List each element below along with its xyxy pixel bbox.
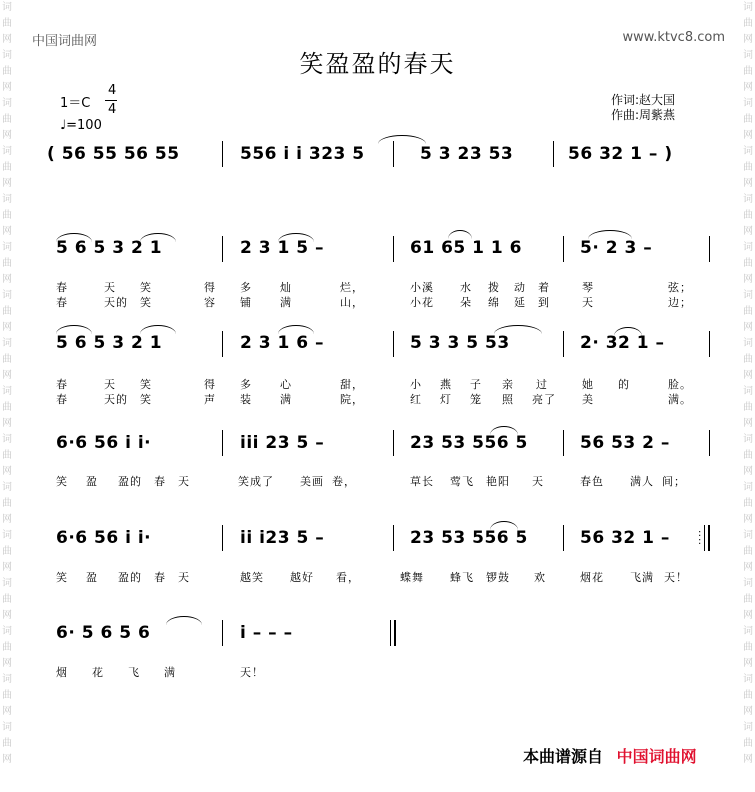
line1-measure-3: 61 65 1 1 6 <box>410 238 522 258</box>
barline <box>563 331 564 357</box>
lyric-syllable: 间； <box>662 475 686 488</box>
watermark-glyph: 网 <box>2 322 12 333</box>
watermark-glyph: 曲 <box>2 66 12 77</box>
tempo-marking <box>60 118 102 133</box>
watermark-glyph: 曲 <box>2 18 12 29</box>
watermark-glyph: 网 <box>743 514 753 525</box>
lyric-syllable: 欢 <box>534 571 546 584</box>
watermark-glyph: 网 <box>2 274 12 285</box>
watermark-glyph: 曲 <box>2 594 12 605</box>
lyric-syllable: 盈的 <box>118 571 142 584</box>
lyric-syllable: 满人 <box>630 475 654 488</box>
lyric-syllable: 朵 <box>460 296 472 309</box>
line4-measure-2: ii i23 5 – <box>240 528 325 548</box>
watermark-glyph: 词 <box>2 146 12 157</box>
lyric-syllable: 蝶舞 <box>400 571 424 584</box>
lyric-syllable: 动 <box>514 281 526 294</box>
line1-measure-4: 5· 2 3 – <box>580 238 653 258</box>
watermark-glyph: 词 <box>743 578 753 589</box>
watermark-glyph: 曲 <box>2 258 12 269</box>
watermark-glyph: 网 <box>2 34 12 45</box>
intro-measure-4: 56 32 1 – ) <box>568 144 673 164</box>
watermark-glyph: 网 <box>2 610 12 621</box>
lyric-syllable: 天 <box>178 571 190 584</box>
lyric-syllable: 小溪 <box>410 281 434 294</box>
lyric-syllable: 多 <box>240 281 252 294</box>
watermark-glyph: 网 <box>2 418 12 429</box>
lyric-syllable: 盈 <box>86 475 98 488</box>
barline <box>222 620 223 646</box>
lyric-syllable: 美画 <box>300 475 324 488</box>
watermark-glyph: 网 <box>743 610 753 621</box>
tempo-value: =100 <box>66 118 102 133</box>
watermark-glyph: 网 <box>743 130 753 141</box>
watermark-glyph: 网 <box>743 82 753 93</box>
barline <box>222 525 223 551</box>
lyric-syllable: 锣鼓 <box>486 571 510 584</box>
watermark-glyph: 曲 <box>2 546 12 557</box>
lyric-syllable: 照 <box>502 393 514 406</box>
lyric-syllable: 弦； <box>668 281 692 294</box>
watermark-glyph: 词 <box>743 290 753 301</box>
song-title: 笑盈盈的春天 <box>299 50 456 78</box>
watermark-glyph: 词 <box>743 722 753 733</box>
lyric-syllable: 天 <box>104 378 116 391</box>
watermark-glyph: 词 <box>743 98 753 109</box>
lyric-syllable: 笑 <box>56 571 68 584</box>
intro-measure-2: 556 i i 323 5 <box>240 144 365 164</box>
watermark-glyph: 曲 <box>2 162 12 173</box>
line2-measure-2: 2 3 1 6 – <box>240 333 324 353</box>
repeat-dots: : : <box>698 528 702 547</box>
watermark-glyph: 网 <box>2 130 12 141</box>
line4-measure-1: 6·6 56 i i· <box>56 528 152 548</box>
watermark-glyph: 网 <box>2 370 12 381</box>
watermark-glyph: 词 <box>743 242 753 253</box>
line2-measure-4: 2· 32 1 – <box>580 333 665 353</box>
repeat-end-barline <box>704 525 710 551</box>
lyric-syllable: 天 <box>104 281 116 294</box>
watermark-glyph: 网 <box>2 514 12 525</box>
barline <box>709 430 710 456</box>
barline <box>393 525 394 551</box>
slur <box>166 616 202 625</box>
barline <box>222 430 223 456</box>
watermark-glyph: 词 <box>2 386 12 397</box>
lyric-syllable: 得 <box>204 378 216 391</box>
lyric-syllable: 烟 <box>56 666 68 679</box>
watermark-glyph: 曲 <box>743 66 753 77</box>
composer-credit: 作曲:周紫燕 <box>611 108 676 122</box>
lyric-syllable: 的 <box>618 378 630 391</box>
watermark-glyph: 词 <box>743 482 753 493</box>
line3-measure-2: iii 23 5 – <box>240 433 325 453</box>
lyric-syllable: 越好 <box>290 571 314 584</box>
lyric-syllable: 绵 <box>488 296 500 309</box>
watermark-glyph: 词 <box>2 722 12 733</box>
watermark-glyph: 曲 <box>2 450 12 461</box>
line3-measure-1: 6·6 56 i i· <box>56 433 152 453</box>
lyric-syllable: 春 <box>56 296 68 309</box>
left-watermark-strip <box>0 0 14 792</box>
site-url-right: www.ktvc8.com <box>622 30 725 45</box>
lyric-syllable: 春色 <box>580 475 604 488</box>
lyric-syllable: 飞满 <box>630 571 654 584</box>
watermark-glyph: 词 <box>2 674 12 685</box>
lyric-syllable: 笑 <box>56 475 68 488</box>
watermark-glyph: 曲 <box>2 738 12 749</box>
watermark-glyph: 曲 <box>743 450 753 461</box>
time-signature-divider <box>105 100 117 101</box>
watermark-glyph: 词 <box>2 338 12 349</box>
lyric-syllable: 她 <box>582 378 594 391</box>
barline <box>709 331 710 357</box>
watermark-glyph: 词 <box>743 194 753 205</box>
watermark-glyph: 词 <box>743 434 753 445</box>
lyric-syllable: 盈 <box>86 571 98 584</box>
line4-measure-3: 23 53 556 5 <box>410 528 528 548</box>
watermark-glyph: 曲 <box>743 546 753 557</box>
lyric-syllable: 声 <box>204 393 216 406</box>
watermark-glyph: 网 <box>2 82 12 93</box>
watermark-glyph: 词 <box>743 50 753 61</box>
lyric-syllable: 甜， <box>340 378 364 391</box>
lyric-syllable: 容 <box>204 296 216 309</box>
lyric-syllable: 笑 <box>140 378 152 391</box>
watermark-glyph: 词 <box>2 242 12 253</box>
lyric-syllable: 春 <box>56 281 68 294</box>
lyric-syllable: 延 <box>514 296 526 309</box>
lyric-syllable: 天的 <box>104 296 128 309</box>
watermark-glyph: 曲 <box>2 498 12 509</box>
watermark-glyph: 网 <box>743 226 753 237</box>
barline <box>393 331 394 357</box>
watermark-glyph: 词 <box>743 386 753 397</box>
lyric-syllable: 笑成了 <box>238 475 274 488</box>
barline <box>709 236 710 262</box>
watermark-glyph: 词 <box>743 674 753 685</box>
lyric-syllable: 飞 <box>128 666 140 679</box>
lyric-syllable: 天！ <box>240 666 264 679</box>
lyric-syllable: 花 <box>92 666 104 679</box>
watermark-glyph: 网 <box>2 178 12 189</box>
watermark-glyph: 曲 <box>743 354 753 365</box>
watermark-glyph: 网 <box>743 754 753 765</box>
barline <box>563 236 564 262</box>
watermark-glyph: 曲 <box>2 690 12 701</box>
line3-measure-4: 56 53 2 – <box>580 433 670 453</box>
watermark-glyph: 曲 <box>743 18 753 29</box>
lyric-syllable: 亲 <box>502 378 514 391</box>
barline <box>222 141 223 167</box>
source-credit <box>523 744 697 767</box>
watermark-glyph: 词 <box>743 530 753 541</box>
site-name-left: 中国词曲网 <box>32 34 98 49</box>
lyric-syllable: 满 <box>164 666 176 679</box>
watermark-glyph: 词 <box>2 530 12 541</box>
watermark-glyph: 曲 <box>2 306 12 317</box>
barline <box>563 430 564 456</box>
watermark-glyph: 曲 <box>743 306 753 317</box>
lyric-syllable: 水 <box>460 281 472 294</box>
watermark-glyph: 词 <box>743 338 753 349</box>
lyric-syllable: 亮了 <box>532 393 556 406</box>
lyric-syllable: 小 <box>410 378 422 391</box>
watermark-glyph: 词 <box>2 2 12 13</box>
watermark-glyph: 曲 <box>743 498 753 509</box>
lyric-syllable: 灿 <box>280 281 292 294</box>
lyric-syllable: 蜂飞 <box>450 571 474 584</box>
lyric-syllable: 满 <box>280 296 292 309</box>
watermark-glyph: 词 <box>2 50 12 61</box>
lyric-syllable: 脸。 <box>668 378 692 391</box>
watermark-glyph: 词 <box>743 146 753 157</box>
lyric-syllable: 边； <box>668 296 692 309</box>
lyric-syllable: 得 <box>204 281 216 294</box>
source-label: 本曲谱源自 <box>523 747 604 766</box>
lyric-syllable: 琴 <box>582 281 594 294</box>
watermark-glyph: 曲 <box>2 114 12 125</box>
watermark-glyph: 曲 <box>2 210 12 221</box>
line2-measure-3: 5 3 3 5 53 <box>410 333 510 353</box>
line5-measure-1: 6· 5 6 5 6 <box>56 623 151 643</box>
watermark-glyph: 网 <box>2 754 12 765</box>
lyric-syllable: 子 <box>470 378 482 391</box>
watermark-glyph: 词 <box>2 290 12 301</box>
watermark-glyph: 词 <box>2 98 12 109</box>
lyric-syllable: 院， <box>340 393 364 406</box>
lyric-syllable: 草长 <box>410 475 434 488</box>
lyric-syllable: 满 <box>280 393 292 406</box>
watermark-glyph: 曲 <box>743 162 753 173</box>
lyric-syllable: 春 <box>154 475 166 488</box>
lyric-syllable: 着 <box>538 281 550 294</box>
time-signature-top: 4 <box>108 83 117 98</box>
lyric-syllable: 春 <box>154 571 166 584</box>
line4-measure-4: 56 32 1 – <box>580 528 670 548</box>
watermark-glyph: 词 <box>743 626 753 637</box>
lyric-syllable: 春 <box>56 393 68 406</box>
lyric-syllable: 天 <box>582 296 594 309</box>
barline <box>553 141 554 167</box>
watermark-glyph: 网 <box>743 562 753 573</box>
lyric-syllable: 到 <box>538 296 550 309</box>
lyric-syllable: 美 <box>582 393 594 406</box>
lyric-syllable: 笑 <box>140 281 152 294</box>
line3-measure-3: 23 53 556 5 <box>410 433 528 453</box>
watermark-glyph: 曲 <box>743 402 753 413</box>
watermark-glyph: 网 <box>743 466 753 477</box>
watermark-glyph: 网 <box>743 418 753 429</box>
barline <box>393 430 394 456</box>
quarter-note-icon: ♩ <box>60 118 67 133</box>
watermark-glyph: 网 <box>743 178 753 189</box>
intro-measure-1: ( 56 55 56 55 <box>47 144 180 164</box>
lyric-syllable: 满。 <box>668 393 692 406</box>
lyric-syllable: 拨 <box>488 281 500 294</box>
watermark-glyph: 曲 <box>743 114 753 125</box>
watermark-glyph: 曲 <box>743 258 753 269</box>
lyric-syllable: 看， <box>336 571 360 584</box>
lyric-syllable: 灯 <box>440 393 452 406</box>
watermark-glyph: 曲 <box>2 642 12 653</box>
barline <box>563 525 564 551</box>
time-signature-bottom: 4 <box>108 102 117 117</box>
watermark-glyph: 词 <box>2 434 12 445</box>
lyric-syllable: 装 <box>240 393 252 406</box>
lyric-syllable: 过 <box>536 378 548 391</box>
watermark-glyph: 词 <box>743 2 753 13</box>
lyric-syllable: 莺飞 <box>450 475 474 488</box>
lyric-syllable: 天！ <box>664 571 688 584</box>
right-watermark-strip <box>741 0 755 792</box>
watermark-glyph: 网 <box>743 274 753 285</box>
barline <box>393 141 394 167</box>
intro-measure-3: 5 3 23 53 <box>420 144 514 164</box>
watermark-glyph: 词 <box>2 482 12 493</box>
watermark-glyph: 词 <box>2 194 12 205</box>
lyric-syllable: 烂， <box>340 281 364 294</box>
lyric-syllable: 越笑 <box>240 571 264 584</box>
lyric-syllable: 艳阳 <box>486 475 510 488</box>
watermark-glyph: 网 <box>743 34 753 45</box>
lyric-syllable: 红 <box>410 393 422 406</box>
lyric-syllable: 烟花 <box>580 571 604 584</box>
line5-measure-2: i – – – <box>240 623 293 643</box>
lyric-syllable: 心 <box>280 378 292 391</box>
watermark-glyph: 曲 <box>743 210 753 221</box>
lyric-syllable: 卷， <box>332 475 356 488</box>
line1-measure-2: 2 3 1 5 – <box>240 238 324 258</box>
watermark-glyph: 曲 <box>743 642 753 653</box>
lyric-syllable: 天 <box>178 475 190 488</box>
barline <box>222 236 223 262</box>
watermark-glyph: 网 <box>2 562 12 573</box>
lyric-syllable: 山， <box>340 296 364 309</box>
slur <box>378 135 426 144</box>
source-link[interactable]: 中国词曲网 <box>616 747 697 766</box>
key-signature: 1＝C <box>60 96 91 111</box>
lyricist-credit: 作词:赵大国 <box>611 93 676 107</box>
lyric-syllable: 笑 <box>140 296 152 309</box>
lyric-syllable: 笼 <box>470 393 482 406</box>
watermark-glyph: 网 <box>743 370 753 381</box>
watermark-glyph: 网 <box>2 466 12 477</box>
watermark-glyph: 曲 <box>743 690 753 701</box>
lyric-syllable: 小花 <box>410 296 434 309</box>
watermark-glyph: 网 <box>2 706 12 717</box>
barline <box>222 331 223 357</box>
watermark-glyph: 词 <box>2 578 12 589</box>
watermark-glyph: 词 <box>2 626 12 637</box>
watermark-glyph: 网 <box>743 658 753 669</box>
lyric-syllable: 铺 <box>240 296 252 309</box>
watermark-glyph: 曲 <box>743 594 753 605</box>
watermark-glyph: 曲 <box>2 354 12 365</box>
watermark-glyph: 网 <box>2 658 12 669</box>
lyric-syllable: 天的 <box>104 393 128 406</box>
watermark-glyph: 网 <box>743 322 753 333</box>
lyric-syllable: 春 <box>56 378 68 391</box>
lyric-syllable: 多 <box>240 378 252 391</box>
lyric-syllable: 笑 <box>140 393 152 406</box>
watermark-glyph: 网 <box>2 226 12 237</box>
watermark-glyph: 曲 <box>743 738 753 749</box>
barline <box>393 236 394 262</box>
final-barline <box>390 620 396 646</box>
line2-measure-1: 5 6 5 3 2 1 <box>56 333 163 353</box>
line1-measure-1: 5 6 5 3 2 1 <box>56 238 163 258</box>
watermark-glyph: 网 <box>743 706 753 717</box>
lyric-syllable: 燕 <box>440 378 452 391</box>
lyric-syllable: 天 <box>532 475 544 488</box>
lyric-syllable: 盈的 <box>118 475 142 488</box>
watermark-glyph: 曲 <box>2 402 12 413</box>
